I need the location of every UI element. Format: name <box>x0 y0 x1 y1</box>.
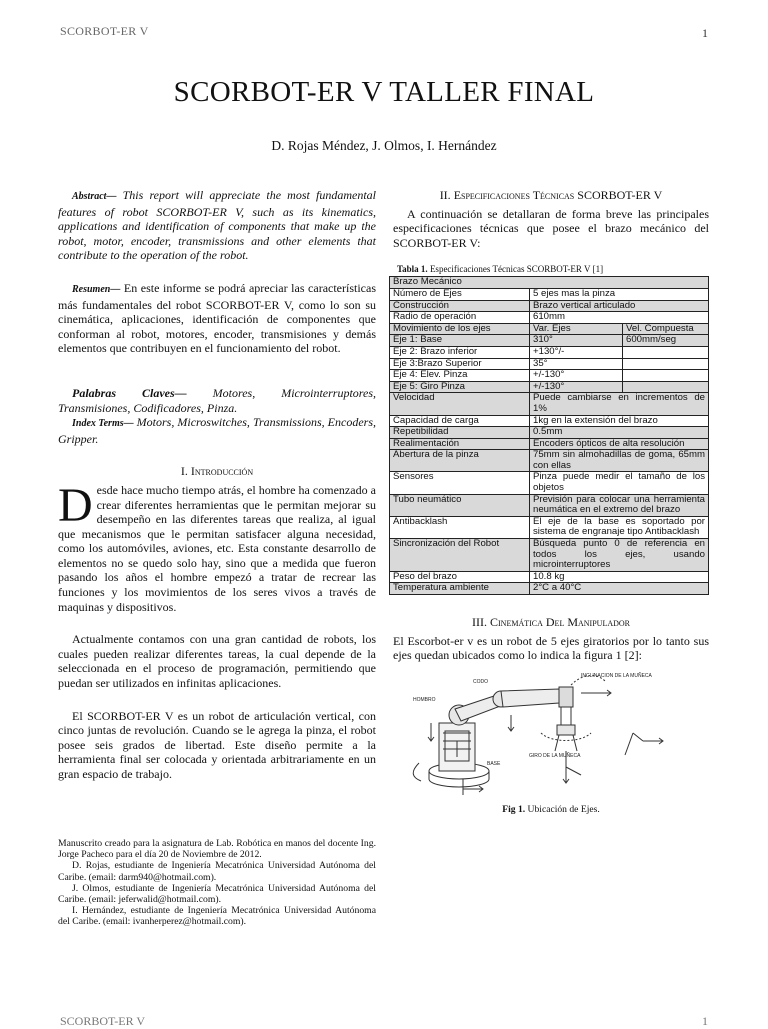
table-row <box>390 312 709 324</box>
footnote: J. Olmos, estudiante de Ingeniería Mecatrónica Universidad Autónoma del Caribe. (email: jeferwalid@hotmail.com). <box>58 882 376 906</box>
robot-axes-figure <box>411 671 701 799</box>
table-cell: 1kg en la extensión del brazo <box>530 415 709 427</box>
footnote: I. Hernández, estudiante de Ingeniería Mecatrónica Universidad Autónoma del Caribe. (email: ivanherperez@hotmail.com). <box>58 905 376 928</box>
robot-axes-diagram <box>411 671 701 799</box>
table-cell: 610mm <box>530 312 709 324</box>
table-cell: 2°C a 40°C <box>530 583 709 595</box>
resumen-text: En este informe se podrá apreciar las características más fundamentales del robot SCORBOT-ER V, como lo son su cinemática, aplicaciones, identificación de componentes que conforman al robot, motores, encoder, transmisiones y demás elementos que contribuyen en el funcionamiento del robot. <box>58 280 376 356</box>
table-row <box>390 381 709 393</box>
index-terms-label: Index Terms— <box>72 418 134 430</box>
figure-caption-text: Ubicación de Ejes. <box>525 803 600 815</box>
table-cell: 0.5mm <box>530 427 709 439</box>
table-header-row <box>390 277 709 289</box>
table-row <box>390 323 709 335</box>
table-cell: 10.8 kg <box>530 571 709 583</box>
table-cell: Sincronización del Robot <box>390 539 530 572</box>
table-row <box>390 539 709 572</box>
table-cell: Búsqueda punto 0 de referencia en todos los ejes, usando microinterruptores <box>530 539 709 572</box>
table-caption-text: Especificaciones Técnicas SCORBOT-ER V [1] <box>427 264 604 275</box>
section-title: Especificaciones Técnicas <box>453 188 575 202</box>
table-cell: Antibacklash <box>390 516 530 538</box>
resumen <box>58 281 376 356</box>
table-cell <box>623 346 709 358</box>
spec-intro: A continuación se detallaran de forma breve las principales especificaciones técnicas que posee el brazo mecánico del SCORBOT-ER V: <box>393 206 709 250</box>
table-cell: Eje 2: Brazo inferior <box>390 346 530 358</box>
table-row <box>390 472 709 494</box>
table-row <box>390 494 709 516</box>
table-cell: 600mm/seg <box>623 335 709 347</box>
table-cell: Peso del brazo <box>390 571 530 583</box>
table-cell: Puede cambiarse en incrementos de 1% <box>530 393 709 415</box>
index-terms <box>58 415 376 446</box>
table-cell: Construcción <box>390 300 530 312</box>
table-cell: +/-130° <box>530 381 623 393</box>
table-row <box>390 346 709 358</box>
table-cell: Abertura de la pinza <box>390 450 530 472</box>
table-cell: Velocidad <box>390 393 530 415</box>
keywords-label: Palabras Claves— <box>72 385 187 400</box>
intro-paragraph-3: El SCORBOT-ER V es un robot de articulación vertical, con cinco juntas de revolución. Cuando se le agrega la pinza, el robot posee seis grados de libertad. Este diseño permite a la herramienta final ser colocada y orientada arbitrariamente en un gran espacio de trabajo. <box>58 708 376 781</box>
table-row <box>390 370 709 382</box>
author-list: D. Rojas Méndez, J. Olmos, I. Hernández <box>271 138 497 153</box>
section-numeral: II. <box>439 188 451 202</box>
table-row <box>390 427 709 439</box>
index-terms-text: Motors, Microswitches, Transmissions, Encoders, Gripper. <box>58 415 376 446</box>
running-header: SCORBOT-ER V <box>60 24 149 38</box>
table-row <box>390 438 709 450</box>
keywords-text: Motores, Microinterruptores, Transmisiones, Codificadores, Pinza. <box>58 385 376 415</box>
section-numeral: III. <box>472 615 487 629</box>
footnotes <box>58 838 376 928</box>
paper-title: SCORBOT-ER V TALLER FINAL <box>173 76 595 108</box>
table-cell: Capacidad de carga <box>390 415 530 427</box>
running-footer: SCORBOT-ER V <box>60 1014 146 1028</box>
table-cell: 75mm sin almohadillas de goma, 65mm con ellas <box>530 450 709 472</box>
spec-table <box>389 276 709 595</box>
table-cell: Var. Ejes <box>530 323 623 335</box>
table-row <box>390 300 709 312</box>
table-cell: Movimiento de los ejes <box>390 323 530 335</box>
section-heading-cinematica <box>393 615 709 630</box>
table-cell: Eje 1: Base <box>390 335 530 347</box>
abstract-text: This report will appreciate the most fundamental features of robot SCORBOT-ER V, such as its kinematics, applications and identification of components that make up the robot, motor, encoder, transmissions and other elements that contribute to the operation of the robot. <box>58 188 376 263</box>
table-row <box>390 335 709 347</box>
label-hombro: HOMBRO <box>413 696 436 703</box>
table-row <box>390 571 709 583</box>
label-giro: GIRO DE LA MUÑECA <box>529 752 581 759</box>
table-cell <box>623 358 709 370</box>
table-cell: Número de Ejes <box>390 288 530 300</box>
table-cell: +130°/- <box>530 346 623 358</box>
resumen-label: Resumen— <box>72 283 121 295</box>
table-row <box>390 358 709 370</box>
table-cell: Realimentación <box>390 438 530 450</box>
intro-paragraph-1-text: esde hace mucho tiempo atrás, el hombre ha comenzado a crear diferentes herramientas que le permitan mejorar su desempeño en las diferentes tareas que realiza, al igual que mecanismos que le permitan satisfacer alguna necesidad, como los automóviles, aviones, etc. Esta constante desarrollo de elementos no se quedo solo hay, sino que a medida que fueron pasando los años el hombre empezó a tratar de recrear las funciones y los movimientos de los seres vivos a través de maquinas y dispositivos. <box>58 482 376 614</box>
table-title: Brazo Mecánico <box>390 277 709 289</box>
drop-cap: D <box>58 478 93 532</box>
table-cell: Previsión para colocar una herramienta neumática en el extremo del brazo <box>530 494 709 516</box>
label-inclinacion: INCLINACION DE LA MUÑECA <box>581 672 652 679</box>
abstract <box>58 188 376 263</box>
table-row <box>390 583 709 595</box>
table-row <box>390 415 709 427</box>
table-cell: Temperatura ambiente <box>390 583 530 595</box>
table-row <box>390 450 709 472</box>
table-cell: +/-130° <box>530 370 623 382</box>
section-title-tail: SCORBOT-ER V <box>574 188 663 202</box>
table-cell: Brazo vertical articulado <box>530 300 709 312</box>
table-row <box>390 516 709 538</box>
table-label: Tabla 1. <box>397 264 428 275</box>
table-cell: Pinza puede medir el tamaño de los objetos <box>530 472 709 494</box>
label-base: BASE <box>487 760 501 767</box>
table-cell: Tubo neumático <box>390 494 530 516</box>
left-column <box>58 188 376 928</box>
footnote: Manuscrito creado para la asignatura de Lab. Robótica en manos del docente Ing. Jorge Pacheco para el día 20 de Noviembre de 2012. <box>58 838 376 861</box>
table-cell: Repetibilidad <box>390 427 530 439</box>
table-cell: 35° <box>530 358 623 370</box>
label-codo: CODO <box>473 678 488 685</box>
section-title: Cinemática Del Manipulador <box>490 615 630 629</box>
table-caption <box>397 264 709 275</box>
table-cell <box>623 370 709 382</box>
kinematics-paragraph: El Escorbot-er v es un robot de 5 ejes giratorios por lo tanto sus ejes quedan ubicados como lo indica la figura 1 [2]: <box>393 633 709 663</box>
table-row <box>390 393 709 415</box>
table-cell: Sensores <box>390 472 530 494</box>
abstract-label: Abstract— <box>72 191 117 202</box>
table-cell: Eje 5: Giro Pinza <box>390 381 530 393</box>
table-cell: Eje 4: Elev. Pinza <box>390 370 530 382</box>
section-heading-especificaciones <box>393 188 709 203</box>
table-cell: Radio de operación <box>390 312 530 324</box>
right-column <box>393 188 709 817</box>
page-number: 1 <box>702 26 708 40</box>
intro-paragraph-2: Actualmente contamos con una gran cantidad de robots, los cuales pueden realizar diferentes tareas, la cual depende de la seleccionada en el proceso de programación, permitiendo que puedan ser utilizados en infinitas aplicaciones. <box>58 632 376 691</box>
table-cell: 310° <box>530 335 623 347</box>
footnote: D. Rojas, estudiante de Ingeniería Mecatrónica Universidad Autónoma del Caribe. (email: darm940@hotmail.com). <box>58 860 376 883</box>
footer-page-number: 1 <box>702 1014 708 1028</box>
table-cell: Encoders ópticos de alta resolución <box>530 438 709 450</box>
section-numeral: I. <box>180 464 188 479</box>
table-cell: Vel. Compuesta <box>623 323 709 335</box>
table-cell: Eje 3:Brazo Superior <box>390 358 530 370</box>
table-cell <box>623 381 709 393</box>
intro-paragraph-1 <box>58 478 376 614</box>
figure-caption <box>393 803 709 818</box>
table-cell: El eje de la base es soportado por sistema de engranaje tipo Antibacklash <box>530 516 709 538</box>
table-cell: 5 ejes mas la pinza <box>530 288 709 300</box>
figure-label: Fig 1. <box>502 803 526 815</box>
section-heading-introduccion <box>58 464 376 479</box>
keywords <box>58 386 376 415</box>
table-row <box>390 288 709 300</box>
section-title: Introducción <box>190 464 254 479</box>
